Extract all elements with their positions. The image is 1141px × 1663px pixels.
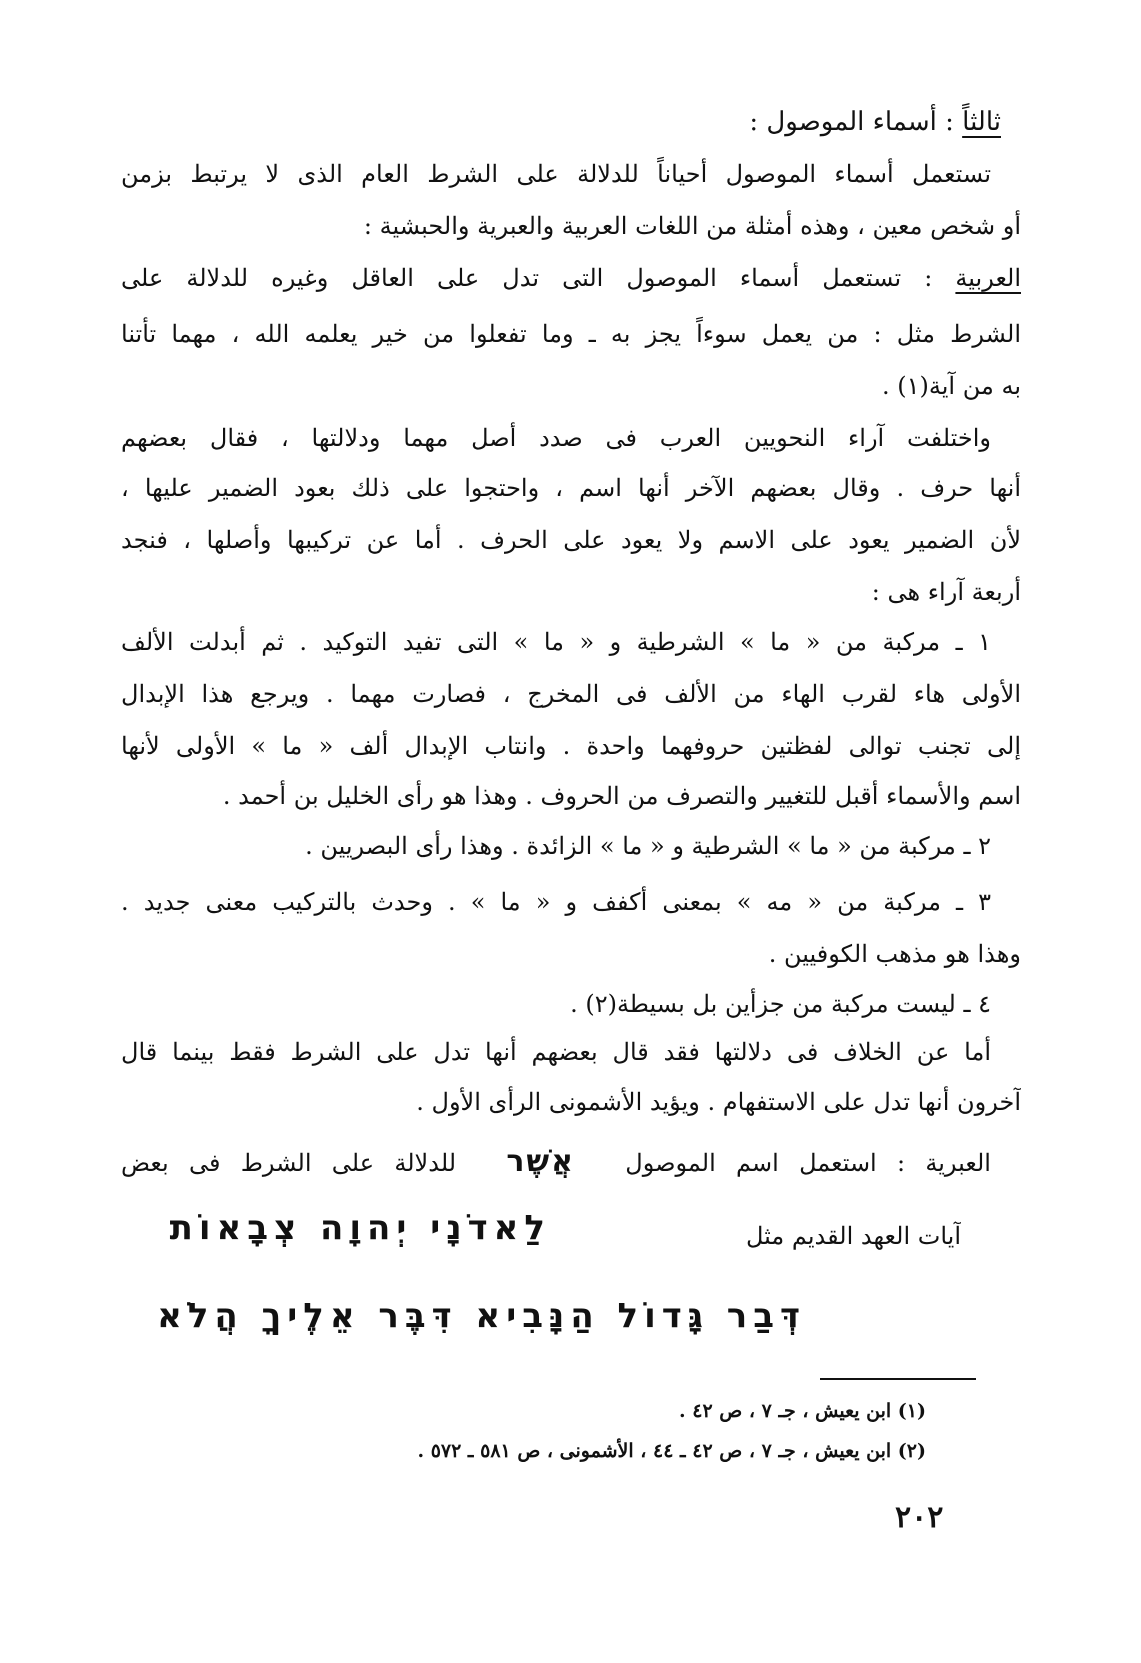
list-item-4: ٤ ـ ليست مركبة من جزأين بل بسيطة(٢) . — [570, 990, 991, 1018]
hebrew-line-text: : استعمل اسم الموصول — [625, 1149, 906, 1177]
text-line: الأولى هاء لقرب الهاء من الألف فى المخرج ، فصارت مهما . ويرجع هذا الإبدال — [121, 680, 1021, 708]
footnote-2: (٢) ابن يعيش ، جـ ٧ ، ص ٤٢ ـ ٤٤ ، الأشمونى ، ص ٥٨١ ـ ٥٧٢ . — [417, 1440, 926, 1462]
heading-text: : أسماء الموصول : — [749, 107, 954, 137]
arabic-subsection-line — [121, 256, 1021, 300]
text-line: وهذا هو مذهب الكوفيين . — [768, 940, 1021, 968]
text-line: به من آية(١) . — [881, 372, 1021, 400]
hebrew-word: אֲשֶׁר — [506, 1144, 576, 1179]
list-item-3: ٣ ـ مركبة من « مه » بمعنى أكفف و « ما » . وحدث بالتركيب معنى جديد . — [121, 888, 991, 916]
arabic-line-text: : تستعمل أسماء الموصول التى تدل على العاقل وغيره للدلالة على — [121, 264, 933, 292]
text-line: تستعمل أسماء الموصول أحياناً للدلالة على الشرط العام الذى لا يرتبط بزمن — [121, 160, 991, 188]
text-line: اسم والأسماء أقبل للتغيير والتصرف من الحروف . وهذا هو رأى الخليل بن أحمد . — [222, 782, 1021, 810]
hebrew-verse-1: לַאדֹנָי יְהוָה צְבָאוֹת — [169, 1208, 551, 1248]
text-line: لأن الضمير يعود على الاسم ولا يعود على الحرف . أما عن تركيبها وأصلها ، فنجد — [121, 526, 1021, 554]
text-line: الشرط مثل : من يعمل سوءاً يجز به ـ وما تفعلوا من خير يعلمه الله ، مهما تأتنا — [121, 320, 1021, 348]
hebrew-verse-2: דְּבַר גָּדוֹל הַנָּבִיא דִּבֶּר אֵלֶיךָ הֲלֹא — [157, 1296, 806, 1336]
footnote-rule — [820, 1378, 976, 1380]
text-line: أربعة آراء هى : — [871, 578, 1021, 606]
text-line: أما عن الخلاف فى دلالتها فقد قال بعضهم أنها تدل على الشرط فقط بينما قال — [121, 1038, 991, 1066]
hebrew-line-tail: للدلالة على الشرط فى بعض — [121, 1149, 457, 1177]
text-line: آخرون أنها تدل على الاستفهام . ويؤيد الأشمونى الرأى الأول . — [416, 1088, 1021, 1116]
text-line: أو شخص معين ، وهذه أمثلة من اللغات العربية والعبرية والحبشية : — [363, 212, 1021, 240]
list-item-1: ١ ـ مركبة من « ما » الشرطية و « ما » التى تفيد التوكيد . ثم أبدلت الألف — [121, 628, 991, 656]
page-number: ٢٠٢ — [895, 1500, 944, 1535]
section-heading — [749, 100, 1001, 144]
heading-label: ثالثاً — [962, 107, 1001, 137]
text-line: إلى تجنب توالى لفظتين حروفهما واحدة . وانتاب الإبدال ألف « ما » الأولى لأنها — [121, 732, 1021, 760]
text-line: أنها حرف . وقال بعضهم الآخر أنها اسم ، واحتجوا على ذلك بعود الضمير عليها ، — [121, 474, 1021, 502]
footnote-1: (١) ابن يعيش ، جـ ٧ ، ص ٤٢ . — [679, 1400, 926, 1422]
verse-intro: آيات العهد القديم مثل — [745, 1222, 961, 1250]
hebrew-subsection-line — [121, 1140, 1021, 1185]
text-line: واختلفت آراء النحويين العرب فى صدد أصل مهما ودلالتها ، فقال بعضهم — [121, 424, 991, 452]
arabic-label: العربية — [955, 264, 1021, 292]
hebrew-label: العبرية — [925, 1149, 991, 1177]
list-item-2: ٢ ـ مركبة من « ما » الشرطية و « ما » الزائدة . وهذا رأى البصريين . — [305, 832, 991, 860]
